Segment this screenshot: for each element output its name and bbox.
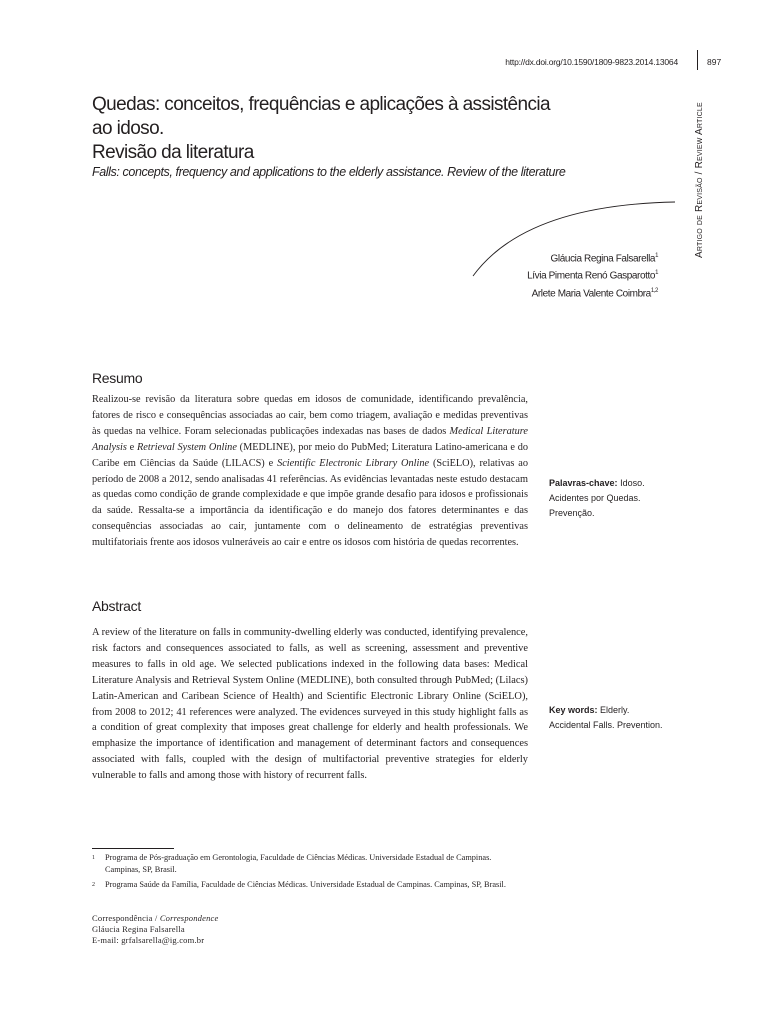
title-pt-line-1: Quedas: conceitos, frequências e aplicações à assistência ao idoso.: [92, 94, 550, 139]
title-pt-line-2: Revisão da literatura: [92, 142, 254, 163]
footnote-rule: [92, 848, 174, 849]
header-divider: [697, 50, 698, 70]
article-type-label: Artigo de Revisão / Review Article: [694, 102, 705, 258]
abstract-text: A review of the literature on falls in community-dwelling elderly was conducted, identifying prevalence, risk factors and consequences associated to falls, as well as screening, assessment and preventive measures to falls in old age. We selected publications indexed in the following data bases: Medical Literature Analysis and Retrieval System Online (MEDLINE), both consulted through PubMed; (Lilacs) Latin-American and Caribean Science of Health) and Scientific Electronic Library Online (SciELO), from 2008 to 2012; 41 references were analyzed. The evidences surveyed in this study highlight falls as a condition of great complexity that imposes great challenge for elderly and health professionals. We emphasize the importance of identification and management of determinant factors and consequences associated with falls, coupled with the design of multifactorial preventive strategies for elderly vulnerable to falls and among those with history of recurrent falls.: [92, 627, 528, 782]
author: Arlete Maria Valente Coimbra$^{1,2}$: [531, 287, 658, 299]
correspondence: Correspondência / Correspondence Gláucia Regina Falsarella E-mail: grfalsarella@ig.com.br: [92, 913, 219, 945]
resumo-heading: Resumo: [92, 370, 143, 386]
abstract-heading: Abstract: [92, 598, 141, 614]
author: Gláucia Regina Falsarella$^1$: [550, 253, 658, 265]
title-portuguese: [92, 93, 572, 165]
author: Lívia Pimenta Renó Gasparotto$^1$: [527, 270, 658, 282]
correspondent-name: Gláucia Regina Falsarella: [92, 924, 185, 934]
correspondent-email[interactable]: E-mail: grfalsarella@ig.com.br: [92, 935, 205, 945]
keywords-pt: Palavras-chave: Idoso. Acidentes por Quedas. Prevenção.: [549, 478, 645, 518]
footnote: 2 Programa Saúde da Família, Faculdade de Ciências Médicas. Universidade Estadual de Campinas. Campinas, SP, Brasil.: [92, 880, 506, 889]
keywords-en: Key words: Elderly. Accidental Falls. Prevention.: [549, 705, 663, 730]
footnote: 1 Programa de Pós-graduação em Gerontologia, Faculdade de Ciências Médicas. Universidade Estadual de Campinas. Campinas, SP, Brasil.: [92, 853, 492, 874]
doi-link[interactable]: http://dx.doi.org/10.1590/1809-9823.2014.13064: [505, 57, 678, 67]
page-number: 897: [707, 57, 722, 67]
resumo-text: Realizou-se revisão da literatura sobre quedas em idosos de comunidade, identificando prevalência, fatores de risco e consequências associadas ao cair, bem como triagem, avaliação e medidas preventivas às quedas na velhice. Foram selecionadas publicações indexadas nas bases de dados Medical Literature Analysis e Retrieval System Online (MEDLINE), por meio do PubMed; Literatura Latino-americana e do Caribe em Ciências da Saúde (LILACS) e Scientific Electronic Library Online (SciELO), relativas ao período de 2008 a 2012, sendo analisadas 41 referências. As evidências levantadas neste estudo destacam as quedas como condição de grande complexidade e que impõe grande desafio para idosos e profissionais da saúde. Ressalta-se a importância da identificação e do manejo dos fatores determinantes e das consequências associadas ao cair, juntamente com o delineamento de estratégias preventivas multifatoriais frente aos idosos vulneráveis ao cair e entre os idosos com história de quedas recorrentes.: [92, 394, 528, 549]
author-list: [480, 249, 658, 301]
title-english: Falls: concepts, frequency and applications to the elderly assistance. Review of the literature: [92, 165, 566, 179]
